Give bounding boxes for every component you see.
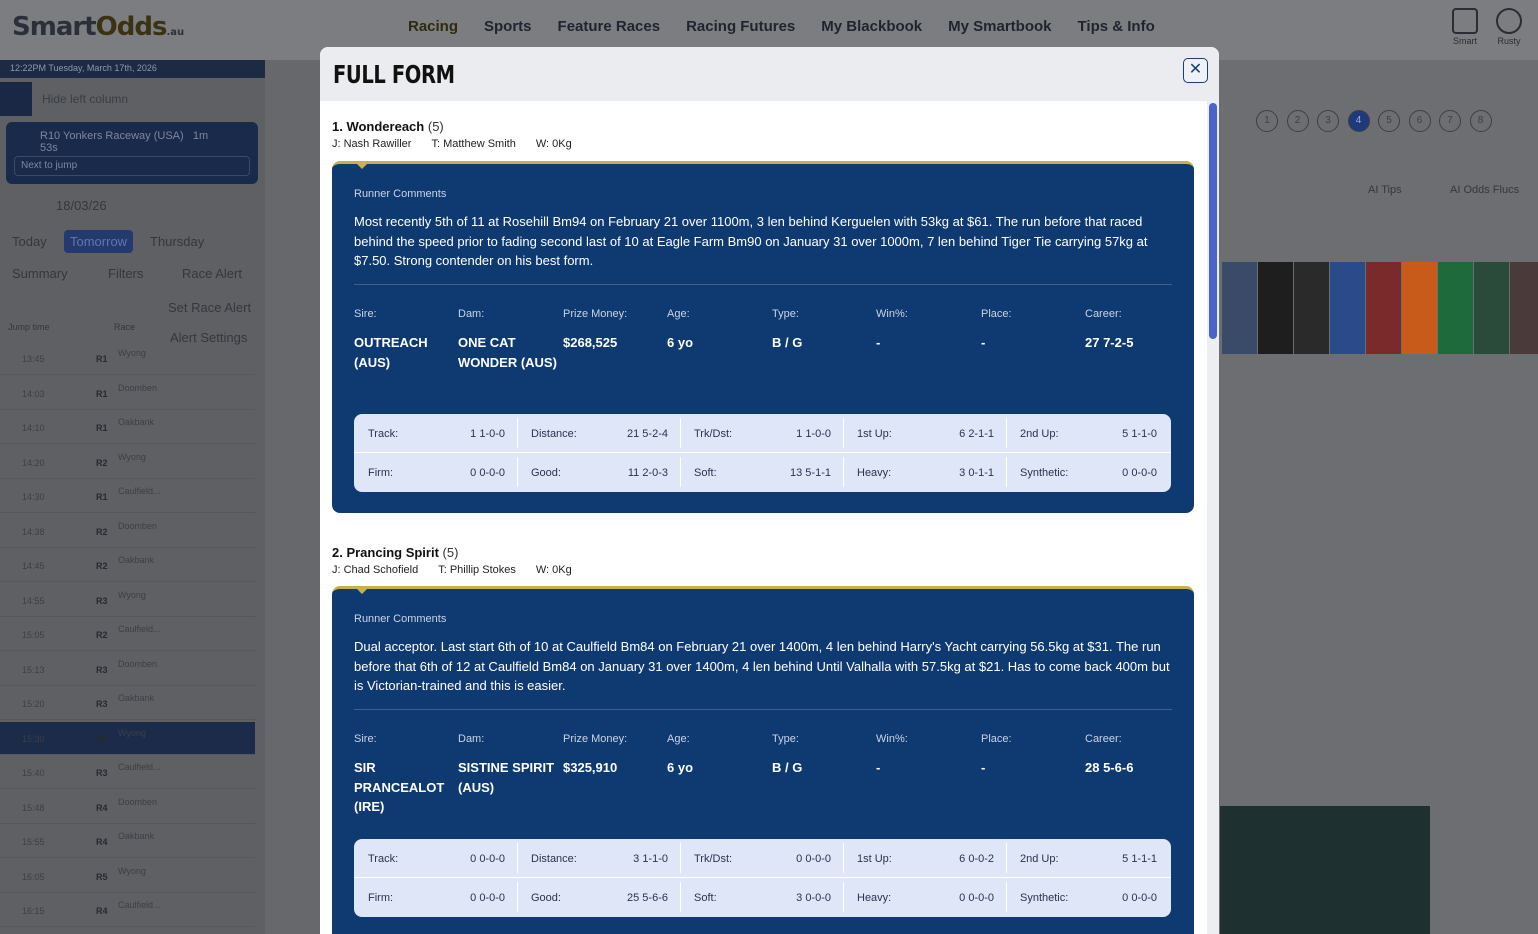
stat-value: B / G bbox=[772, 335, 803, 350]
runner-weight: W: 0Kg bbox=[535, 564, 572, 576]
stat-label: Age: bbox=[667, 308, 690, 320]
race-number: R4 bbox=[96, 837, 108, 847]
stat-label: Type: bbox=[772, 733, 799, 745]
form-record-cell bbox=[1006, 839, 1169, 877]
record-value: 3 1-1-0 bbox=[633, 853, 668, 865]
race-list-item[interactable] bbox=[0, 515, 255, 548]
nav-racing-futures[interactable]: Racing Futures bbox=[686, 18, 796, 35]
record-value: 6 0-0-2 bbox=[959, 853, 994, 865]
runner-stat bbox=[981, 733, 1081, 778]
form-record-cell bbox=[354, 839, 517, 877]
race-venue: Wyong bbox=[118, 727, 146, 738]
current-datetime: 12:22PM Tuesday, March 17th, 2026 bbox=[0, 60, 265, 78]
race-list-item[interactable] bbox=[0, 756, 255, 789]
form-record-cell bbox=[843, 839, 1006, 877]
race-time: 14:03 bbox=[22, 388, 45, 399]
stat-label: Sire: bbox=[354, 308, 377, 320]
race-venue: Oakbank bbox=[118, 417, 155, 427]
stat-label: Age: bbox=[667, 733, 690, 745]
form-record-cell bbox=[680, 839, 843, 877]
table-col-divider bbox=[517, 843, 518, 873]
bookmaker-column bbox=[1438, 262, 1473, 354]
race-time: 13:45 bbox=[22, 354, 45, 364]
stat-value: - bbox=[876, 335, 881, 350]
runner-stat bbox=[1085, 733, 1185, 778]
stat-value: ONE CAT WONDER (AUS) bbox=[458, 335, 557, 370]
runner-stat bbox=[563, 308, 663, 353]
record-value: 0 0-0-0 bbox=[470, 853, 505, 865]
stat-value: 6 yo bbox=[667, 335, 694, 350]
page-button[interactable]: 8 bbox=[1470, 110, 1492, 132]
runner-header bbox=[332, 119, 1194, 150]
form-record-cell bbox=[680, 878, 843, 916]
runner-stat bbox=[563, 733, 663, 778]
record-value: 1 1-0-0 bbox=[470, 428, 505, 440]
form-record-cell bbox=[680, 453, 843, 491]
runner-stat bbox=[458, 308, 558, 372]
race-venue: Oakbank bbox=[118, 555, 155, 565]
runner-stat bbox=[667, 733, 767, 778]
scrollbar-thumb[interactable] bbox=[1209, 103, 1217, 339]
record-label: Good: bbox=[531, 892, 561, 904]
race-list-item[interactable] bbox=[0, 446, 255, 479]
account-button[interactable]: Rusty bbox=[1496, 8, 1522, 46]
race-list-item[interactable] bbox=[0, 653, 255, 686]
runner-comments: Most recently 5th of 11 at Rosehill Bm94 on February 21 over 1100m, 3 len behind Kerguelen with 53kg at $61. The run before that raced behind the speed prior to fading second last of 10 at Eagle Farm Bm90 on January 31 over 1000m, 7 len behind Tiger Tie carrying 57kg at $7.50. Strong contender on his best form. bbox=[354, 214, 1148, 268]
tab-race-alert[interactable]: Race Alert bbox=[182, 266, 242, 281]
record-label: Distance: bbox=[531, 428, 577, 440]
record-value: 5 1-1-0 bbox=[1122, 428, 1157, 440]
table-col-divider bbox=[1006, 882, 1007, 912]
page-button[interactable]: 6 bbox=[1409, 110, 1431, 132]
chevron-left-icon bbox=[0, 82, 32, 116]
close-button[interactable] bbox=[1183, 58, 1208, 83]
race-venue: Doomben bbox=[118, 382, 158, 393]
race-time: 15:40 bbox=[22, 768, 45, 778]
runner-name[interactable]: 2. Prancing Spirit (5) bbox=[332, 545, 459, 560]
race-list-item[interactable] bbox=[0, 860, 255, 893]
race-venue: Caulfield... bbox=[118, 762, 161, 772]
card-divider bbox=[354, 709, 1172, 710]
bookmaker-column bbox=[1330, 262, 1365, 354]
record-value: 1 1-0-0 bbox=[796, 428, 831, 440]
modal-scrollbar[interactable] bbox=[1207, 101, 1219, 934]
race-venue: Caulfield... bbox=[118, 486, 161, 496]
record-label: 2nd Up: bbox=[1020, 428, 1059, 440]
runner-stat bbox=[354, 733, 454, 817]
runner-header bbox=[332, 545, 1194, 576]
date-field[interactable]: 18/03/26 bbox=[56, 198, 107, 213]
day-thursday[interactable]: Thursday bbox=[150, 234, 205, 249]
stat-label: Win%: bbox=[876, 308, 908, 320]
form-record-table bbox=[354, 839, 1171, 917]
table-col-divider bbox=[680, 843, 681, 873]
runner-stat bbox=[981, 308, 1081, 353]
alert-settings[interactable]: Alert Settings bbox=[170, 330, 248, 345]
form-record-cell bbox=[354, 414, 517, 452]
page-button[interactable]: 3 bbox=[1317, 110, 1339, 132]
logo: SmartOdds.au bbox=[12, 12, 185, 42]
race-list-item[interactable] bbox=[0, 411, 255, 444]
race-list-item[interactable] bbox=[0, 687, 255, 720]
runner-form-card bbox=[332, 161, 1194, 513]
race-time: 14:30 bbox=[22, 492, 45, 502]
race-time: 15:30 bbox=[22, 733, 45, 744]
nav-menu bbox=[408, 18, 1155, 35]
race-venue: Caulfield... bbox=[118, 624, 161, 634]
race-venue: Wyong bbox=[118, 865, 146, 876]
record-label: Good: bbox=[531, 467, 561, 479]
stat-label: Dam: bbox=[458, 733, 485, 745]
next-to-jump-input[interactable]: Next to jump bbox=[14, 156, 250, 176]
table-col-divider bbox=[1006, 843, 1007, 873]
day-tomorrow[interactable]: Tomorrow bbox=[64, 230, 133, 253]
form-record-cell bbox=[354, 878, 517, 916]
runner-stat bbox=[876, 308, 976, 353]
record-label: Trk/Dst: bbox=[694, 428, 733, 440]
race-number: R3 bbox=[96, 664, 108, 675]
bookmaker-column bbox=[1366, 262, 1401, 354]
middle-strip bbox=[265, 60, 320, 934]
race-list-item[interactable] bbox=[0, 791, 255, 824]
record-value: 3 0-0-0 bbox=[796, 892, 831, 904]
bookmaker-column bbox=[1510, 262, 1538, 354]
record-label: Firm: bbox=[368, 467, 394, 479]
page-button[interactable]: 7 bbox=[1439, 110, 1461, 132]
table-col-divider bbox=[843, 843, 844, 873]
day-today[interactable]: Today bbox=[12, 234, 47, 249]
race-time: 15:13 bbox=[22, 664, 45, 675]
form-record-cell bbox=[517, 839, 680, 877]
record-value: 11 2-0-3 bbox=[627, 467, 668, 479]
stat-value: 28 5-6-6 bbox=[1085, 760, 1134, 775]
stat-label: Career: bbox=[1085, 733, 1122, 745]
race-list-item[interactable] bbox=[0, 584, 255, 617]
table-col-divider bbox=[680, 457, 681, 487]
form-record-cell bbox=[843, 414, 1006, 452]
record-value: 0 0-0-0 bbox=[1122, 467, 1157, 479]
stat-value: 6 yo bbox=[667, 760, 694, 775]
race-time: 15:20 bbox=[22, 699, 45, 709]
runner-stat bbox=[876, 733, 976, 778]
bookmaker-column bbox=[1402, 262, 1437, 354]
table-col-divider bbox=[517, 882, 518, 912]
record-label: Soft: bbox=[694, 467, 717, 479]
record-value: 5 1-1-1 bbox=[1122, 853, 1157, 865]
race-list-item[interactable] bbox=[0, 377, 255, 410]
record-label: Heavy: bbox=[857, 467, 892, 479]
runner-barrier: (5) bbox=[442, 545, 459, 560]
stat-label: Type: bbox=[772, 308, 799, 320]
race-venue: Caulfield... bbox=[118, 900, 161, 910]
runner-form-card bbox=[332, 586, 1194, 934]
runner-weight: W: 0Kg bbox=[535, 138, 572, 150]
left-column bbox=[0, 60, 265, 934]
race-time: 15:05 bbox=[22, 630, 45, 640]
modal-title: FULL FORM bbox=[333, 60, 455, 89]
race-number: R2 bbox=[96, 457, 108, 468]
record-label: Heavy: bbox=[857, 892, 892, 904]
nav-my-smartbook[interactable]: My Smartbook bbox=[948, 18, 1052, 35]
runner-stat bbox=[772, 308, 872, 353]
race-time: 16:05 bbox=[22, 871, 45, 882]
record-value: 0 0-0-0 bbox=[796, 853, 831, 865]
stat-label: Win%: bbox=[876, 733, 908, 745]
race-list-item[interactable] bbox=[0, 894, 255, 927]
race-number: R2 bbox=[96, 561, 108, 571]
stat-value: $325,910 bbox=[563, 760, 618, 775]
race-time: 14:45 bbox=[22, 561, 45, 571]
race-number: R1 bbox=[96, 354, 108, 364]
race-time: 15:55 bbox=[22, 837, 45, 847]
card-divider bbox=[354, 284, 1172, 285]
page-button[interactable]: 2 bbox=[1287, 110, 1309, 132]
race-time: 14:38 bbox=[22, 526, 45, 537]
stat-label: Place: bbox=[981, 733, 1012, 745]
race-number: R1 bbox=[96, 388, 108, 399]
race-venue: Doomben bbox=[118, 658, 158, 669]
runner-stat bbox=[1085, 308, 1185, 353]
stat-label: Prize Money: bbox=[563, 308, 628, 320]
stat-value: SIR PRANCEALOT (IRE) bbox=[354, 760, 445, 814]
race-number: R1 bbox=[96, 492, 108, 502]
stat-value: 27 7-2-5 bbox=[1085, 335, 1134, 350]
card-pointer bbox=[356, 163, 368, 169]
form-record-cell bbox=[1006, 878, 1169, 916]
record-label: Firm: bbox=[368, 892, 394, 904]
runner-stat bbox=[667, 308, 767, 353]
record-label: Track: bbox=[368, 428, 399, 440]
stat-label: Place: bbox=[981, 308, 1012, 320]
nav-tips-info[interactable]: Tips & Info bbox=[1077, 18, 1155, 35]
stat-label: Career: bbox=[1085, 308, 1122, 320]
nav-sports[interactable]: Sports bbox=[484, 18, 532, 35]
race-number: R3 bbox=[96, 699, 108, 709]
col-race: Race bbox=[114, 322, 136, 332]
bookmaker-column bbox=[1294, 262, 1329, 354]
race-venue: Doomben bbox=[118, 520, 158, 531]
stat-value: B / G bbox=[772, 760, 803, 775]
runner-stat bbox=[772, 733, 872, 778]
runner-jockey: J: Chad Schofield bbox=[332, 564, 419, 576]
race-venue: Oakbank bbox=[118, 693, 155, 703]
toggle-ai-tips[interactable]: AI Tips bbox=[1368, 184, 1402, 196]
page-button[interactable]: 5 bbox=[1378, 110, 1400, 132]
stat-value: - bbox=[876, 760, 881, 775]
runner-barrier: (5) bbox=[427, 119, 444, 134]
stat-label: Dam: bbox=[458, 308, 485, 320]
record-value: 25 5-6-6 bbox=[627, 892, 668, 904]
record-label: 2nd Up: bbox=[1020, 853, 1059, 865]
record-value: 3 0-1-1 bbox=[959, 467, 994, 479]
page-button[interactable]: 4 bbox=[1348, 110, 1370, 132]
record-label: Track: bbox=[368, 853, 399, 865]
runner-comments-label: Runner Comments bbox=[354, 188, 447, 200]
race-list-item[interactable] bbox=[0, 825, 255, 858]
table-col-divider bbox=[1006, 457, 1007, 487]
bookmaker-column bbox=[1474, 262, 1509, 354]
race-list-item[interactable] bbox=[0, 549, 255, 582]
runner-jockey: J: Nash Rawiller bbox=[332, 138, 412, 150]
race-venue: Oakbank bbox=[118, 831, 155, 841]
stat-label: Prize Money: bbox=[563, 733, 628, 745]
record-value: 21 5-2-4 bbox=[627, 428, 668, 440]
video-panel bbox=[1220, 806, 1430, 934]
set-race-alert[interactable]: Set Race Alert bbox=[168, 300, 252, 315]
next-to-jump-panel[interactable]: R10 Yonkers Raceway (USA) 1m 53s Next to jump bbox=[6, 122, 258, 184]
modal-header bbox=[320, 47, 1219, 101]
stat-value: OUTREACH (AUS) bbox=[354, 335, 428, 370]
home-icon bbox=[1452, 8, 1478, 34]
table-col-divider bbox=[843, 457, 844, 487]
race-number: R4 bbox=[96, 733, 108, 744]
form-record-cell bbox=[843, 878, 1006, 916]
record-label: Trk/Dst: bbox=[694, 853, 733, 865]
record-label: Synthetic: bbox=[1020, 467, 1069, 479]
form-record-cell bbox=[680, 414, 843, 452]
nav-racing[interactable]: Racing bbox=[408, 18, 459, 35]
form-record-cell bbox=[517, 414, 680, 452]
tab-filters[interactable]: Filters bbox=[108, 266, 144, 281]
race-venue: Wyong bbox=[118, 348, 146, 358]
runner-trainer: T: Phillip Stokes bbox=[438, 564, 516, 576]
toggle-ai-odds-flucs[interactable]: AI Odds Flucs bbox=[1450, 184, 1520, 196]
tab-summary[interactable]: Summary bbox=[12, 266, 68, 281]
race-time: 14:55 bbox=[22, 595, 45, 606]
record-value: 0 0-0-0 bbox=[470, 467, 505, 479]
race-number: R4 bbox=[96, 802, 108, 813]
form-record-cell bbox=[1006, 414, 1169, 452]
runner-name[interactable]: 1. Wondereach (5) bbox=[332, 119, 444, 134]
card-pointer bbox=[356, 588, 368, 594]
stat-value: $268,525 bbox=[563, 335, 618, 350]
race-venue: Wyong bbox=[118, 589, 146, 600]
form-record-cell bbox=[517, 878, 680, 916]
home-button[interactable]: Smart bbox=[1452, 8, 1478, 46]
stat-value: SISTINE SPIRIT (AUS) bbox=[458, 760, 555, 795]
runner-stat bbox=[354, 308, 454, 372]
table-col-divider bbox=[843, 418, 844, 448]
record-label: Soft: bbox=[694, 892, 717, 904]
race-number: R4 bbox=[96, 906, 108, 916]
race-number: R1 bbox=[96, 423, 108, 433]
form-record-cell bbox=[354, 453, 517, 491]
page-button[interactable]: 1 bbox=[1256, 110, 1278, 132]
runner-stat bbox=[458, 733, 558, 797]
record-value: 6 2-1-1 bbox=[959, 428, 994, 440]
stat-value: - bbox=[981, 335, 986, 350]
full-form-modal bbox=[320, 47, 1219, 934]
runner-trainer: T: Matthew Smith bbox=[431, 138, 516, 150]
form-record-cell bbox=[1006, 453, 1169, 491]
record-value: 0 0-0-0 bbox=[959, 892, 994, 904]
nav-feature-races[interactable]: Feature Races bbox=[557, 18, 661, 35]
stat-value: - bbox=[981, 760, 986, 775]
nav-my-blackbook[interactable]: My Blackbook bbox=[821, 18, 923, 35]
runner-comments: Dual acceptor. Last start 6th of 10 at Caulfield Bm84 on February 21 over 1400m, 4 len behind Harry's Yacht carrying 56.5kg at $31. The run before that 6th of 12 at Caulfield Bm84 on January 31 over 1400m, 4 len behind Until Valhalla with 57.5kg at $21. Has to come back 400m but is Victorian-trained and this is easier. bbox=[354, 639, 1170, 693]
table-col-divider bbox=[843, 882, 844, 912]
form-record-cell bbox=[517, 453, 680, 491]
race-number: R2 bbox=[96, 630, 108, 640]
record-value: 0 0-0-0 bbox=[1122, 892, 1157, 904]
bookmaker-column bbox=[1258, 262, 1293, 354]
record-label: 1st Up: bbox=[857, 853, 892, 865]
race-venue: Wyong bbox=[118, 451, 146, 462]
race-time: 16:15 bbox=[22, 906, 45, 916]
table-col-divider bbox=[1006, 418, 1007, 448]
form-record-cell bbox=[843, 453, 1006, 491]
race-number: R5 bbox=[96, 871, 108, 882]
close-icon: ✕ bbox=[1188, 61, 1203, 78]
record-label: 1st Up: bbox=[857, 428, 892, 440]
table-col-divider bbox=[517, 418, 518, 448]
hide-left-column-button[interactable]: Hide left column bbox=[0, 82, 265, 116]
form-record-table bbox=[354, 414, 1171, 492]
avatar-icon bbox=[1496, 8, 1522, 34]
race-list-item[interactable] bbox=[0, 342, 255, 375]
bookmaker-column bbox=[1222, 262, 1257, 354]
race-time: 15:48 bbox=[22, 802, 45, 813]
race-number: R2 bbox=[96, 526, 108, 537]
stat-label: Sire: bbox=[354, 733, 377, 745]
race-number: R3 bbox=[96, 595, 108, 606]
table-col-divider bbox=[680, 882, 681, 912]
record-label: Synthetic: bbox=[1020, 892, 1069, 904]
table-col-divider bbox=[517, 457, 518, 487]
race-time: 14:20 bbox=[22, 457, 45, 468]
race-list-item[interactable] bbox=[0, 618, 255, 651]
race-list-item[interactable] bbox=[0, 722, 255, 755]
record-value: 0 0-0-0 bbox=[470, 892, 505, 904]
runner-comments-label: Runner Comments bbox=[354, 613, 447, 625]
col-jump-time: Jump time bbox=[8, 322, 50, 332]
race-time: 14:10 bbox=[22, 423, 45, 433]
race-number: R3 bbox=[96, 768, 108, 778]
record-label: Distance: bbox=[531, 853, 577, 865]
table-col-divider bbox=[680, 418, 681, 448]
race-list-item[interactable] bbox=[0, 480, 255, 513]
race-venue: Doomben bbox=[118, 796, 158, 807]
record-value: 13 5-1-1 bbox=[790, 467, 831, 479]
